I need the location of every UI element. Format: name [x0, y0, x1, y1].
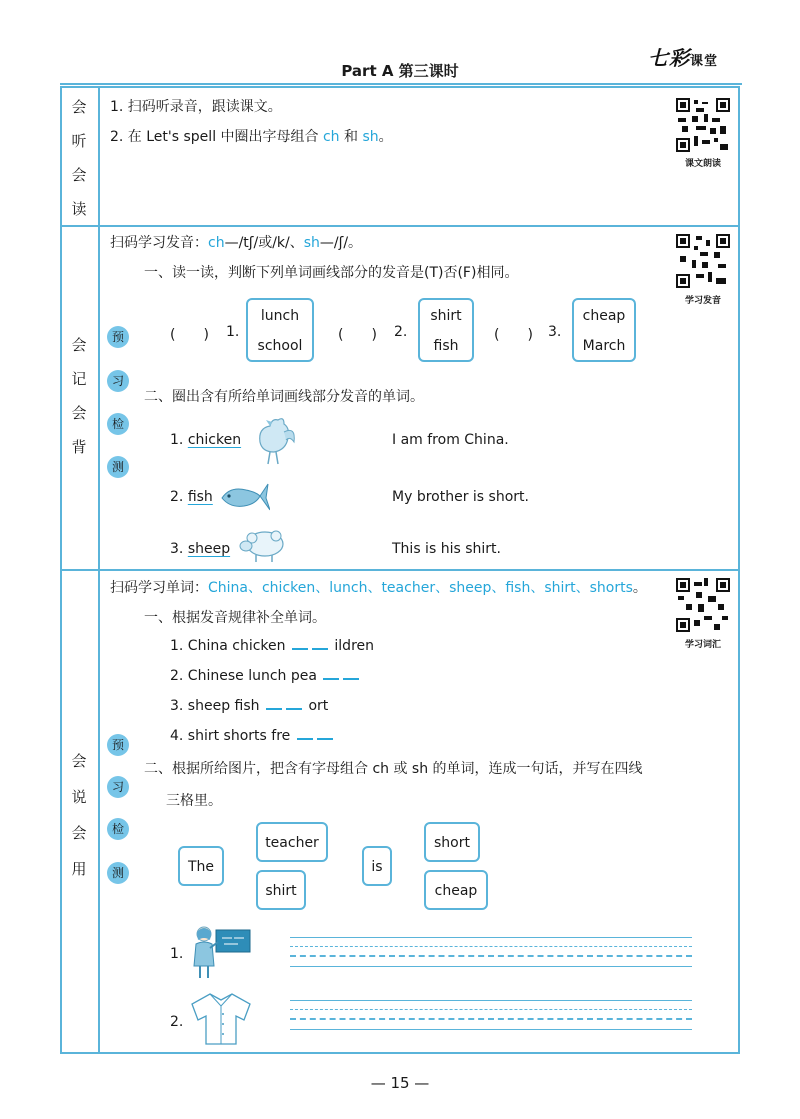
sentence-1: I am from China. [392, 432, 509, 448]
sheep-icon [238, 526, 288, 564]
fill-item-text: 1. China chicken [170, 638, 290, 654]
item-number: 1. [170, 432, 184, 448]
word-cheap: cheap [582, 308, 626, 324]
preview-circle: 习 [107, 776, 129, 798]
page-number: — 15 — [370, 1074, 430, 1092]
sentence-3: This is his shirt. [392, 541, 501, 557]
word: short [434, 835, 470, 851]
word-school: school [257, 338, 303, 354]
fill-item-text: 4. shirt shorts fre [170, 728, 295, 744]
qr-caption: 学习词汇 [684, 640, 721, 650]
preview-circle: 检 [107, 413, 129, 435]
qr-caption: 课文朗读 [684, 159, 721, 169]
brand-suffix: 课堂 [690, 54, 719, 69]
page-title: Part A 第三课时 [341, 62, 459, 80]
side-char: 会 [71, 98, 87, 116]
fill-item-3 [170, 698, 328, 714]
instruction-2-and: 和 [339, 129, 363, 145]
side-char: 记 [71, 370, 87, 388]
preview-circle: 检 [107, 818, 129, 840]
intro-label: 扫码学习发音： [110, 235, 208, 251]
pronunciation-intro [110, 232, 362, 252]
part1-title: 一、根据发音规律补全单词。 [144, 610, 326, 626]
item-number: 3. [170, 541, 184, 557]
part2-title-line2: 三格里。 [166, 793, 222, 809]
blank[interactable] [292, 638, 308, 650]
writing-line [290, 937, 692, 938]
vocab-intro-label: 扫码学习单词： [110, 580, 208, 596]
writing-line [290, 1000, 692, 1001]
answer-number: 2. [170, 1014, 184, 1030]
blank[interactable] [317, 728, 333, 740]
fill-item-4 [170, 728, 335, 744]
sentence-2: My brother is short. [392, 489, 529, 505]
preview-circle: 预 [107, 734, 129, 756]
side-char: 会 [71, 404, 87, 422]
part2-title-line1: 二、根据所给图片，把含有字母组合 ch 或 sh 的单词，连成一句话，并写在四线 [144, 761, 643, 777]
preview-circle: 测 [107, 862, 129, 884]
fill-item-text: 3. sheep fish [170, 698, 264, 714]
fill-item-tail: ort [308, 698, 329, 714]
word [248, 338, 312, 354]
blank[interactable] [266, 698, 282, 710]
word [420, 308, 472, 324]
fill-item-tail: ildren [334, 638, 375, 654]
word-box-shirt[interactable] [256, 870, 306, 910]
qr-code-icon[interactable] [676, 98, 730, 152]
word-fish: fish [433, 338, 459, 354]
side-char: 会 [71, 166, 87, 184]
side-char: 背 [71, 438, 87, 456]
word-shirt: shirt [430, 308, 462, 324]
fill-item-1 [170, 638, 374, 654]
word-pair-box-3 [572, 298, 636, 362]
part2-title: 二、圈出含有所给单词画线部分发音的单词。 [144, 389, 424, 405]
intro-phonetic-2: —/ʃ/。 [319, 235, 363, 251]
side-char: 说 [71, 788, 87, 806]
blank[interactable] [312, 638, 328, 650]
part1-title: 一、读一读，判断下列单词画线部分的发音是(T)否(F)相同。 [144, 265, 519, 281]
writing-line [290, 1029, 692, 1030]
instruction-2 [110, 126, 393, 146]
chicken-icon [250, 412, 298, 466]
fill-item-2 [170, 668, 361, 684]
writing-line [290, 1009, 692, 1010]
word: shirt [265, 883, 297, 899]
shirt-icon [188, 990, 254, 1046]
word-box-short[interactable] [424, 822, 480, 862]
item-number: 2. [170, 489, 184, 505]
word [574, 338, 634, 354]
item-number: 2. [394, 324, 408, 340]
word-pair-box-1 [246, 298, 314, 362]
blank[interactable] [323, 668, 339, 680]
side-char: 用 [71, 860, 87, 878]
qr-code-icon[interactable] [676, 234, 730, 288]
vocab-intro [110, 577, 647, 597]
word-lunch: lunch [260, 308, 300, 324]
word: is [371, 859, 383, 875]
vocab-words: China、chicken、lunch、teacher、sheep、fish、shirt、shorts [208, 580, 633, 596]
answer-paren[interactable]: ( ) [494, 327, 533, 343]
blank[interactable] [286, 698, 302, 710]
answer-number: 1. [170, 946, 184, 962]
word: teacher [265, 835, 319, 851]
header-rule [60, 83, 742, 85]
qr-code-icon[interactable] [676, 578, 730, 632]
side-char: 会 [71, 752, 87, 770]
letter-combo-ch: ch [322, 129, 340, 145]
word-box-the[interactable] [178, 846, 224, 886]
instruction-2-end: 。 [378, 129, 393, 145]
item-number: 3. [548, 324, 562, 340]
item-number: 1. [226, 324, 240, 340]
blank[interactable] [297, 728, 313, 740]
circle-item [170, 432, 241, 448]
writing-baseline[interactable] [290, 955, 692, 957]
word-box-cheap[interactable] [424, 870, 488, 910]
side-char: 会 [71, 824, 87, 842]
fish-icon [216, 476, 270, 516]
word-chicken: chicken [187, 432, 242, 448]
word [248, 308, 312, 324]
blank[interactable] [343, 668, 359, 680]
teacher-icon [188, 922, 252, 980]
word [574, 308, 634, 324]
section-divider-2 [60, 569, 740, 571]
word-box-teacher[interactable] [256, 822, 328, 862]
word: The [187, 859, 215, 875]
writing-baseline[interactable] [290, 1018, 692, 1020]
letter-combo-sh: sh [362, 129, 379, 145]
intro-phonetic-1: —/tʃ/或/k/、 [224, 235, 304, 251]
intro-ch: ch [208, 235, 225, 251]
word: cheap [434, 883, 478, 899]
side-char: 会 [71, 336, 87, 354]
qr-caption: 学习发音 [684, 296, 721, 306]
side-char: 听 [71, 132, 87, 150]
preview-circle: 测 [107, 456, 129, 478]
brand-logo [648, 42, 718, 71]
circle-item [170, 541, 230, 557]
answer-paren[interactable]: ( ) [170, 327, 209, 343]
preview-circle: 习 [107, 370, 129, 392]
word-fish: fish [187, 489, 213, 505]
vocab-intro-end: 。 [632, 580, 647, 596]
answer-paren[interactable]: ( ) [338, 327, 377, 343]
word-sheep: sheep [187, 541, 231, 557]
circle-item [170, 489, 213, 505]
brand-name: 七彩 [648, 46, 690, 70]
instruction-2-text: 2. 在 Let's spell 中圈出字母组合 [110, 129, 323, 145]
intro-sh: sh [303, 235, 320, 251]
fill-item-text: 2. Chinese lunch pea [170, 668, 322, 684]
side-char: 读 [71, 200, 87, 218]
word-box-is[interactable] [362, 846, 392, 886]
writing-line [290, 946, 692, 947]
section-divider-1 [60, 225, 740, 227]
instruction-1: 1. 扫码听录音，跟读课文。 [110, 99, 282, 115]
preview-circle: 预 [107, 326, 129, 348]
word-pair-box-2 [418, 298, 474, 362]
word [420, 338, 472, 354]
writing-line [290, 966, 692, 967]
word-march: March [582, 338, 626, 354]
